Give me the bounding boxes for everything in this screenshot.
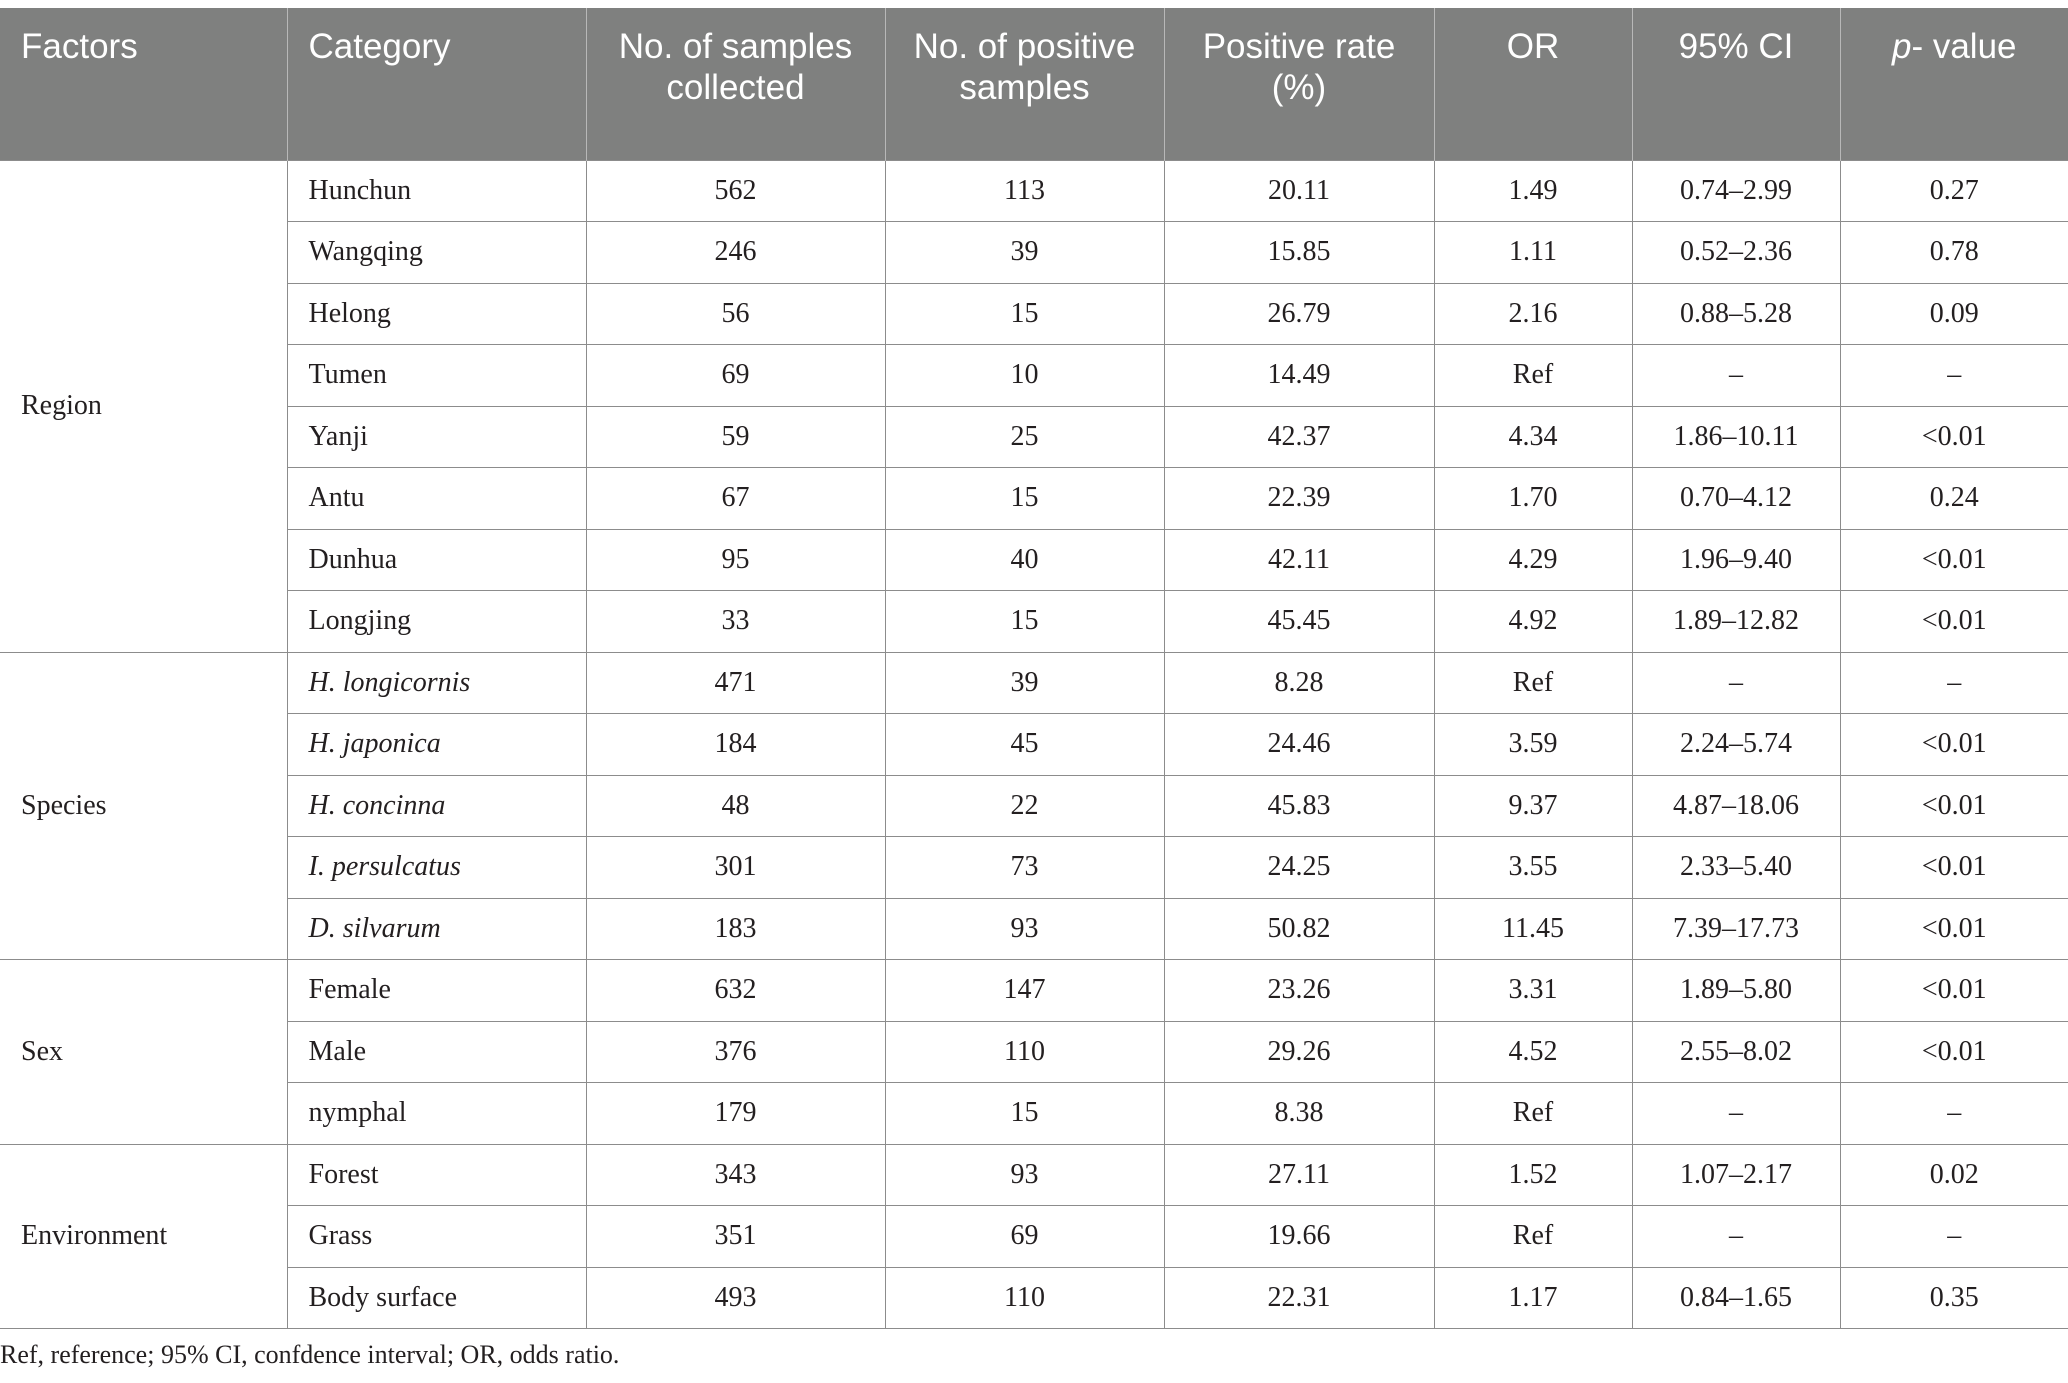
positive-rate-cell: 42.37 [1164,406,1434,468]
table-row [0,160,2068,222]
category-cell: Tumen [287,345,586,407]
category-cell: Body surface [287,1267,586,1329]
positive-samples-cell: 40 [885,529,1164,591]
factor-group-label: Sex [0,960,287,1145]
risk-factors-table [0,8,2068,1329]
positive-samples-cell: 15 [885,468,1164,530]
header-p-value-italic: p [1891,27,1912,66]
p-value-cell: <0.01 [1840,529,2068,591]
odds-ratio-cell: 1.17 [1434,1267,1632,1329]
header-category: Category [287,8,586,160]
samples-collected-cell: 48 [586,775,885,837]
confidence-interval-cell: 2.24–5.74 [1632,714,1840,776]
confidence-interval-cell: 1.96–9.40 [1632,529,1840,591]
odds-ratio-cell: Ref [1434,652,1632,714]
samples-collected-cell: 184 [586,714,885,776]
category-cell: D. silvarum [287,898,586,960]
p-value-cell: 0.09 [1840,283,2068,345]
category-cell: Longjing [287,591,586,653]
p-value-cell: – [1840,1083,2068,1145]
positive-rate-cell: 22.39 [1164,468,1434,530]
odds-ratio-cell: 2.16 [1434,283,1632,345]
positive-rate-cell: 19.66 [1164,1206,1434,1268]
table-row [0,775,2068,837]
table-footnote: Ref, reference; 95% CI, confdence interval; OR, odds ratio. [0,1340,620,1369]
positive-rate-cell: 45.83 [1164,775,1434,837]
odds-ratio-cell: 4.92 [1434,591,1632,653]
positive-samples-cell: 25 [885,406,1164,468]
positive-rate-cell: 8.28 [1164,652,1434,714]
table-row [0,222,2068,284]
table-row [0,1144,2068,1206]
odds-ratio-cell: 9.37 [1434,775,1632,837]
table-row [0,1021,2068,1083]
p-value-cell: – [1840,652,2068,714]
category-cell: Wangqing [287,222,586,284]
factor-group-label: Species [0,652,287,960]
p-value-cell: <0.01 [1840,837,2068,899]
positive-rate-cell: 26.79 [1164,283,1434,345]
category-cell: Helong [287,283,586,345]
confidence-interval-cell: – [1632,345,1840,407]
p-value-cell: <0.01 [1840,591,2068,653]
odds-ratio-cell: 4.29 [1434,529,1632,591]
positive-rate-cell: 50.82 [1164,898,1434,960]
positive-samples-cell: 39 [885,652,1164,714]
category-cell: H. japonica [287,714,586,776]
positive-samples-cell: 10 [885,345,1164,407]
positive-rate-cell: 20.11 [1164,160,1434,222]
p-value-cell: <0.01 [1840,775,2068,837]
p-value-cell: <0.01 [1840,714,2068,776]
samples-collected-cell: 33 [586,591,885,653]
confidence-interval-cell: 0.74–2.99 [1632,160,1840,222]
positive-samples-cell: 73 [885,837,1164,899]
samples-collected-cell: 343 [586,1144,885,1206]
header-factors: Factors [0,8,287,160]
p-value-cell: – [1840,1206,2068,1268]
category-cell: Female [287,960,586,1022]
samples-collected-cell: 179 [586,1083,885,1145]
odds-ratio-cell: 1.11 [1434,222,1632,284]
category-cell: nymphal [287,1083,586,1145]
p-value-cell: <0.01 [1840,406,2068,468]
table-row [0,406,2068,468]
header-p-value-suffix: - value [1911,27,2017,66]
odds-ratio-cell: 1.52 [1434,1144,1632,1206]
samples-collected-cell: 183 [586,898,885,960]
samples-collected-cell: 69 [586,345,885,407]
confidence-interval-cell: 0.70–4.12 [1632,468,1840,530]
positive-samples-cell: 110 [885,1267,1164,1329]
odds-ratio-cell: 3.31 [1434,960,1632,1022]
samples-collected-cell: 56 [586,283,885,345]
category-cell: Antu [287,468,586,530]
confidence-interval-cell: 2.55–8.02 [1632,1021,1840,1083]
samples-collected-cell: 562 [586,160,885,222]
confidence-interval-cell: 0.84–1.65 [1632,1267,1840,1329]
positive-rate-cell: 23.26 [1164,960,1434,1022]
odds-ratio-cell: 1.70 [1434,468,1632,530]
samples-collected-cell: 471 [586,652,885,714]
samples-collected-cell: 376 [586,1021,885,1083]
table-row [0,345,2068,407]
header-odds-ratio: OR [1434,8,1632,160]
p-value-cell: 0.02 [1840,1144,2068,1206]
confidence-interval-cell: 1.89–5.80 [1632,960,1840,1022]
table-row [0,1083,2068,1145]
table-row [0,714,2068,776]
category-cell: Male [287,1021,586,1083]
confidence-interval-cell: 1.89–12.82 [1632,591,1840,653]
odds-ratio-cell: 3.55 [1434,837,1632,899]
table-row [0,837,2068,899]
table-header [0,8,2068,160]
table-row [0,283,2068,345]
positive-samples-cell: 69 [885,1206,1164,1268]
positive-rate-cell: 27.11 [1164,1144,1434,1206]
positive-rate-cell: 45.45 [1164,591,1434,653]
p-value-cell: <0.01 [1840,1021,2068,1083]
samples-collected-cell: 351 [586,1206,885,1268]
category-cell: Grass [287,1206,586,1268]
table-row [0,898,2068,960]
positive-rate-cell: 24.25 [1164,837,1434,899]
positive-samples-cell: 22 [885,775,1164,837]
table-row [0,591,2068,653]
header-positive-samples: No. of positive samples [885,8,1164,160]
confidence-interval-cell: 0.88–5.28 [1632,283,1840,345]
odds-ratio-cell: 1.49 [1434,160,1632,222]
category-cell: H. concinna [287,775,586,837]
p-value-cell: <0.01 [1840,960,2068,1022]
positive-rate-cell: 22.31 [1164,1267,1434,1329]
confidence-interval-cell: – [1632,1083,1840,1145]
confidence-interval-cell: 4.87–18.06 [1632,775,1840,837]
odds-ratio-cell: Ref [1434,345,1632,407]
confidence-interval-cell: 1.07–2.17 [1632,1144,1840,1206]
samples-collected-cell: 301 [586,837,885,899]
samples-collected-cell: 67 [586,468,885,530]
p-value-cell: 0.27 [1840,160,2068,222]
positive-rate-cell: 14.49 [1164,345,1434,407]
odds-ratio-cell: Ref [1434,1206,1632,1268]
table-row [0,529,2068,591]
p-value-cell: <0.01 [1840,898,2068,960]
p-value-cell: 0.78 [1840,222,2068,284]
data-table-container [0,8,2068,1329]
table-row [0,960,2068,1022]
table-row [0,1206,2068,1268]
samples-collected-cell: 59 [586,406,885,468]
table-row [0,468,2068,530]
header-positive-rate: Positive rate (%) [1164,8,1434,160]
positive-samples-cell: 113 [885,160,1164,222]
odds-ratio-cell: 3.59 [1434,714,1632,776]
positive-rate-cell: 42.11 [1164,529,1434,591]
samples-collected-cell: 246 [586,222,885,284]
positive-rate-cell: 24.46 [1164,714,1434,776]
positive-rate-cell: 15.85 [1164,222,1434,284]
odds-ratio-cell: 4.34 [1434,406,1632,468]
confidence-interval-cell: 0.52–2.36 [1632,222,1840,284]
confidence-interval-cell: 7.39–17.73 [1632,898,1840,960]
positive-samples-cell: 15 [885,591,1164,653]
p-value-cell: – [1840,345,2068,407]
header-row [0,8,2068,160]
odds-ratio-cell: Ref [1434,1083,1632,1145]
samples-collected-cell: 493 [586,1267,885,1329]
header-samples-collected: No. of samples collected [586,8,885,160]
positive-samples-cell: 45 [885,714,1164,776]
positive-samples-cell: 15 [885,1083,1164,1145]
category-cell: Dunhua [287,529,586,591]
category-cell: Yanji [287,406,586,468]
positive-samples-cell: 93 [885,898,1164,960]
p-value-cell: 0.24 [1840,468,2068,530]
positive-rate-cell: 29.26 [1164,1021,1434,1083]
confidence-interval-cell: 2.33–5.40 [1632,837,1840,899]
positive-samples-cell: 147 [885,960,1164,1022]
factor-group-label: Environment [0,1144,287,1329]
table-row [0,1267,2068,1329]
positive-samples-cell: 110 [885,1021,1164,1083]
p-value-cell: 0.35 [1840,1267,2068,1329]
odds-ratio-cell: 11.45 [1434,898,1632,960]
category-cell: H. longicornis [287,652,586,714]
samples-collected-cell: 632 [586,960,885,1022]
samples-collected-cell: 95 [586,529,885,591]
factor-group-label: Region [0,160,287,652]
category-cell: I. persulcatus [287,837,586,899]
positive-samples-cell: 15 [885,283,1164,345]
positive-samples-cell: 39 [885,222,1164,284]
table-body [0,160,2068,1329]
category-cell: Forest [287,1144,586,1206]
confidence-interval-cell: – [1632,1206,1840,1268]
confidence-interval-cell: – [1632,652,1840,714]
header-confidence-interval: 95% CI [1632,8,1840,160]
positive-samples-cell: 93 [885,1144,1164,1206]
odds-ratio-cell: 4.52 [1434,1021,1632,1083]
positive-rate-cell: 8.38 [1164,1083,1434,1145]
category-cell: Hunchun [287,160,586,222]
confidence-interval-cell: 1.86–10.11 [1632,406,1840,468]
header-p-value [1840,8,2068,160]
table-row [0,652,2068,714]
